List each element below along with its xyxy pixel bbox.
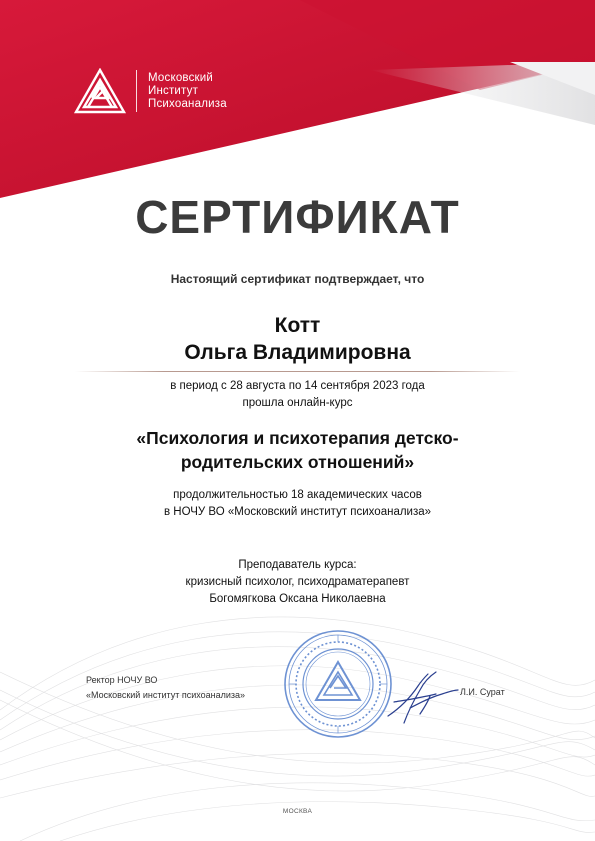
certificate-title: СЕРТИФИКАТ [135, 191, 460, 243]
teacher-title: кризисный психолог, психодраматерапевт [185, 576, 410, 588]
course-title-line: «Психология и психотерапия детско- [136, 428, 459, 448]
seal-icon [282, 628, 394, 740]
institute-name-line: Московский [148, 72, 214, 84]
rector-org: «Московский институт психоанализа» [86, 690, 246, 700]
period-line: в период с 28 августа по 14 сентября 2023 года [170, 380, 425, 392]
signer-name: Л.И. Сурат [460, 687, 505, 697]
recipient-surname: Котт [274, 314, 321, 337]
recipient-given-name: Ольга Владимировна [184, 341, 411, 364]
institute-name-line: Институт [148, 85, 199, 97]
logo-divider [136, 70, 137, 112]
institution-line: в НОЧУ ВО «Московский институт психоанализа» [163, 506, 432, 518]
course-title-line: родительских отношений» [180, 452, 415, 472]
period-block [0, 378, 595, 412]
name-divider [75, 371, 520, 372]
teacher-name: Богомягкова Оксана Николаевна [209, 593, 386, 605]
teacher-label: Преподаватель курса: [238, 559, 357, 571]
recipient-name [0, 312, 595, 366]
handwritten-signature [380, 668, 460, 728]
rector-block [86, 673, 245, 703]
rector-label: Ректор НОЧУ ВО [86, 675, 158, 685]
duration-block [0, 487, 595, 521]
institute-name [148, 72, 227, 111]
completed-line: прошла онлайн-курс [242, 397, 353, 409]
institute-logo-icon [74, 68, 126, 114]
course-title [0, 426, 595, 474]
duration-line: продолжительностью 18 академических часов [173, 489, 422, 501]
confirm-text: Настоящий сертификат подтверждает, что [170, 272, 425, 286]
city-label: МОСКВА [282, 808, 313, 815]
institute-name-line: Психоанализа [148, 98, 227, 110]
